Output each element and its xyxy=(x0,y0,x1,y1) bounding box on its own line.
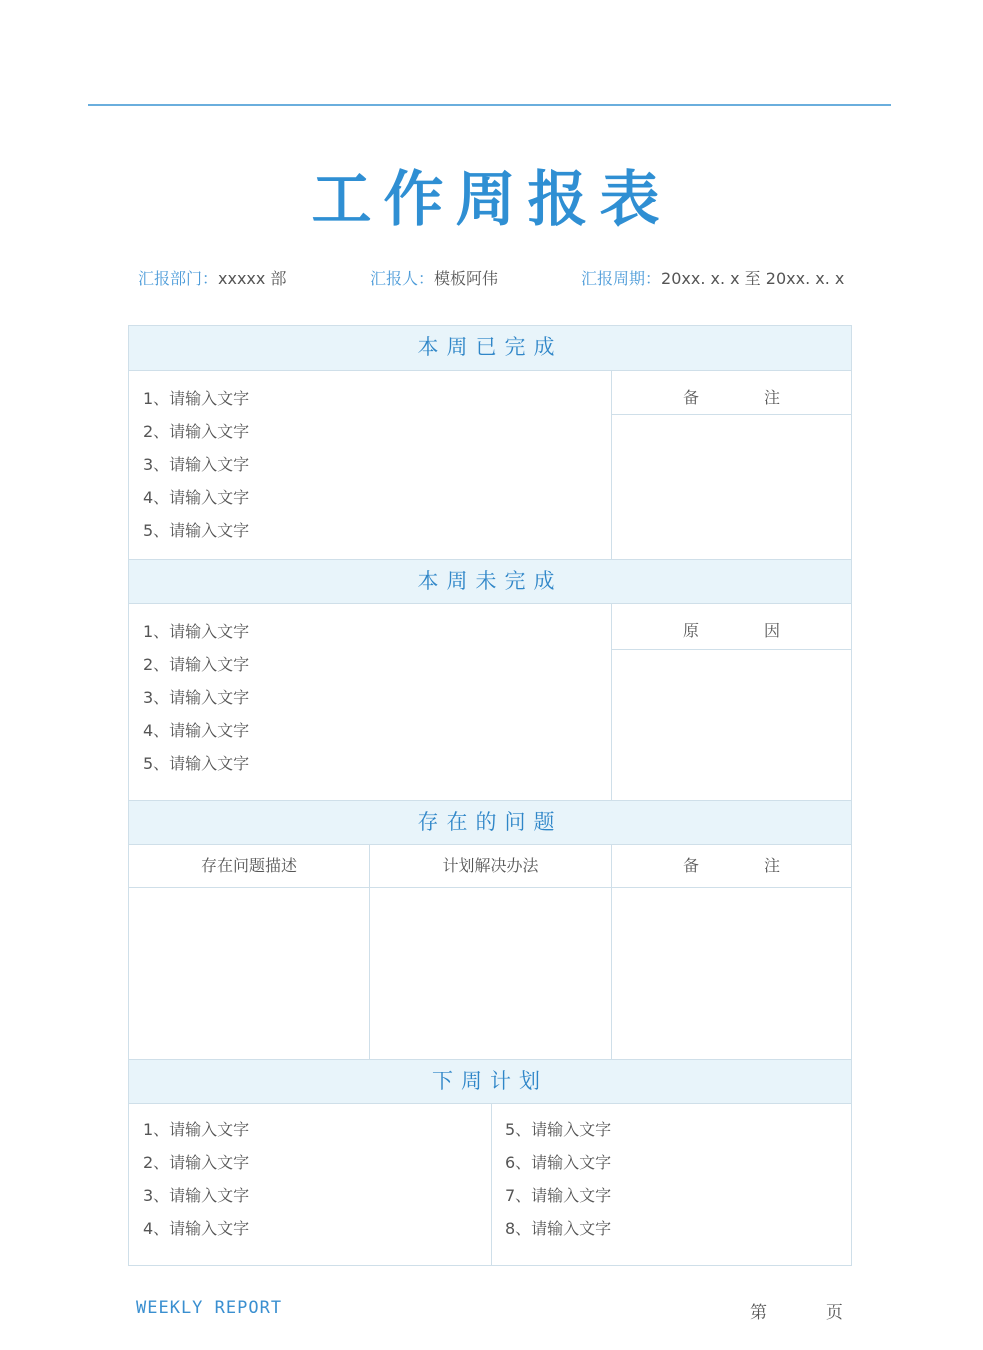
completed-item[interactable]: 3、请输入文字 xyxy=(143,455,250,474)
next-week-right-list xyxy=(505,1113,611,1245)
problem-solution-cell[interactable] xyxy=(370,888,611,1059)
problem-note-cell[interactable] xyxy=(612,888,851,1059)
footer-weekly-report: WEEKLY REPORT xyxy=(136,1298,283,1318)
next-week-item[interactable]: 3、请输入文字 xyxy=(143,1186,250,1205)
completed-list xyxy=(143,382,249,547)
period-label: 汇报周期： xyxy=(581,269,662,288)
problem-note-header: 备 注 xyxy=(682,856,811,875)
top-divider xyxy=(88,104,891,106)
completed-item[interactable]: 4、请输入文字 xyxy=(143,488,250,507)
incomplete-item[interactable]: 1、请输入文字 xyxy=(143,622,250,641)
next-week-item[interactable]: 1、请输入文字 xyxy=(143,1120,250,1139)
incomplete-item[interactable]: 2、请输入文字 xyxy=(143,655,250,674)
problem-description-header: 存在问题描述 xyxy=(200,856,297,875)
next-week-item[interactable]: 6、请输入文字 xyxy=(505,1153,612,1172)
reporter-value: 模板阿伟 xyxy=(434,269,499,288)
page-prefix: 第 xyxy=(750,1303,767,1323)
completed-item[interactable]: 2、请输入文字 xyxy=(143,422,250,441)
info-department xyxy=(138,266,286,290)
next-week-left-list xyxy=(143,1113,249,1245)
next-week-item[interactable]: 8、请输入文字 xyxy=(505,1219,612,1238)
department-label: 汇报部门： xyxy=(138,269,219,288)
report-table xyxy=(128,325,852,1266)
incomplete-item[interactable]: 3、请输入文字 xyxy=(143,688,250,707)
page-suffix: 页 xyxy=(825,1303,843,1323)
completed-note-header: 备 注 xyxy=(682,388,811,407)
completed-item[interactable]: 5、请输入文字 xyxy=(143,521,250,540)
incomplete-item[interactable]: 4、请输入文字 xyxy=(143,721,250,740)
problem-solution-header: 计划解决办法 xyxy=(442,856,539,875)
completed-item[interactable]: 1、请输入文字 xyxy=(143,389,250,408)
next-week-item[interactable]: 2、请输入文字 xyxy=(143,1153,250,1172)
incomplete-list xyxy=(143,615,249,780)
department-value: xxxxx 部 xyxy=(218,269,287,288)
next-week-divider xyxy=(491,1104,492,1265)
period-value: 20xx. x. x 至 20xx. x. x xyxy=(661,269,845,288)
incomplete-item[interactable]: 5、请输入文字 xyxy=(143,754,250,773)
next-week-section-header: 下周计划 xyxy=(129,1059,851,1104)
page-title: 工作周报表 xyxy=(311,165,672,235)
incomplete-reason-cell[interactable] xyxy=(612,650,851,800)
completed-section-header: 本周已完成 xyxy=(129,326,851,371)
problem-description-cell[interactable] xyxy=(129,888,369,1059)
info-period xyxy=(581,266,844,290)
incomplete-section-header: 本周未完成 xyxy=(129,559,851,604)
info-reporter xyxy=(370,266,498,290)
footer-page-number xyxy=(750,1298,843,1323)
incomplete-reason-header: 原 因 xyxy=(682,621,811,640)
next-week-item[interactable]: 5、请输入文字 xyxy=(505,1120,612,1139)
next-week-item[interactable]: 4、请输入文字 xyxy=(143,1219,250,1238)
completed-note-cell[interactable] xyxy=(612,415,851,559)
problems-section-header: 存在的问题 xyxy=(129,800,851,845)
next-week-item[interactable]: 7、请输入文字 xyxy=(505,1186,612,1205)
reporter-label: 汇报人： xyxy=(370,269,435,288)
